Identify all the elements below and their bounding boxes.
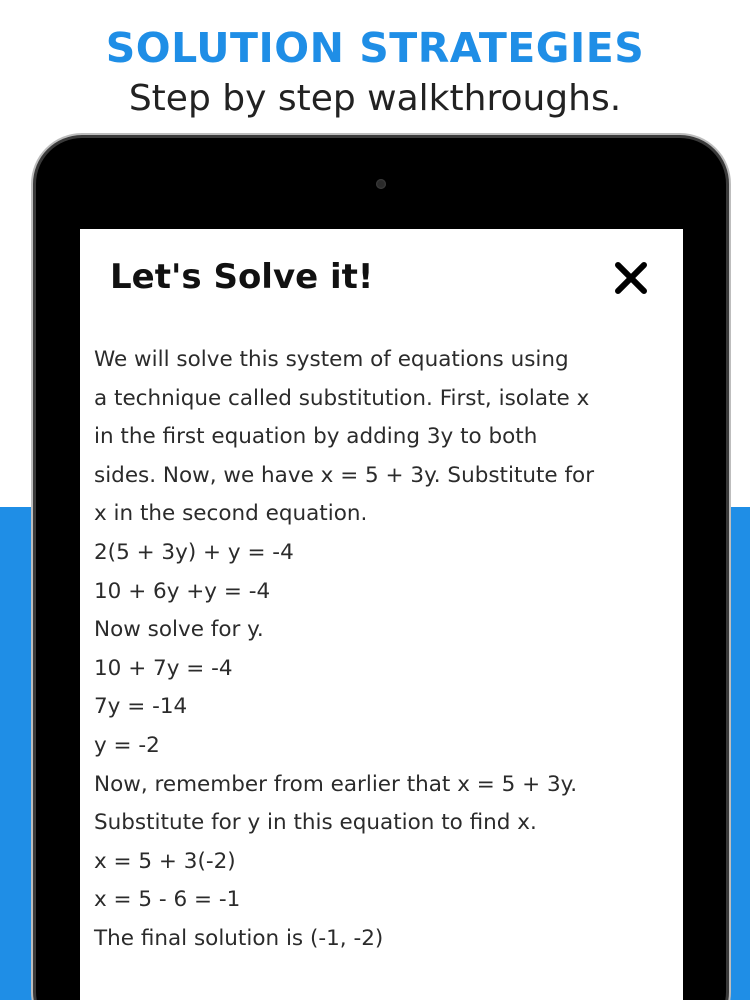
solution-line: 10 + 6y +y = -4 [94,578,271,604]
close-button[interactable] [609,256,653,300]
solution-text [94,341,676,959]
solution-line: We will solve this system of equations using [94,347,569,372]
solution-line: 7y = -14 [94,694,188,720]
solution-line: x = 5 - 6 = -1 [94,887,241,913]
solution-line: x in the second equation. [94,501,368,527]
subheadline: Step by step walkthroughs. [128,78,622,119]
solution-line: x = 5 + 3(-2) [94,848,236,874]
solution-line: Now solve for y. [94,617,264,643]
solution-line: a technique called substitution. First, isolate x [94,385,590,411]
solution-line: 2(5 + 3y) + y = -4 [94,539,294,565]
headline: SOLUTION STRATEGIES [105,24,645,72]
dialog-title: Let's Solve it! [110,257,374,297]
solution-line: in the first equation by adding 3y to both [94,424,538,450]
solution-dialog [80,229,683,1000]
solution-line: Now, remember from earlier that x = 5 + 3y. [94,771,578,797]
camera-icon [376,179,386,189]
close-icon [613,260,649,296]
tablet-device [36,138,726,1000]
solution-line: The final solution is (-1, -2) [94,925,384,951]
solution-line: 10 + 7y = -4 [94,655,233,681]
solution-line: y = -2 [94,732,160,758]
solution-line: sides. Now, we have x = 5 + 3y. Substitute for [94,462,595,488]
solution-line: Substitute for y in this equation to find x. [94,810,537,836]
